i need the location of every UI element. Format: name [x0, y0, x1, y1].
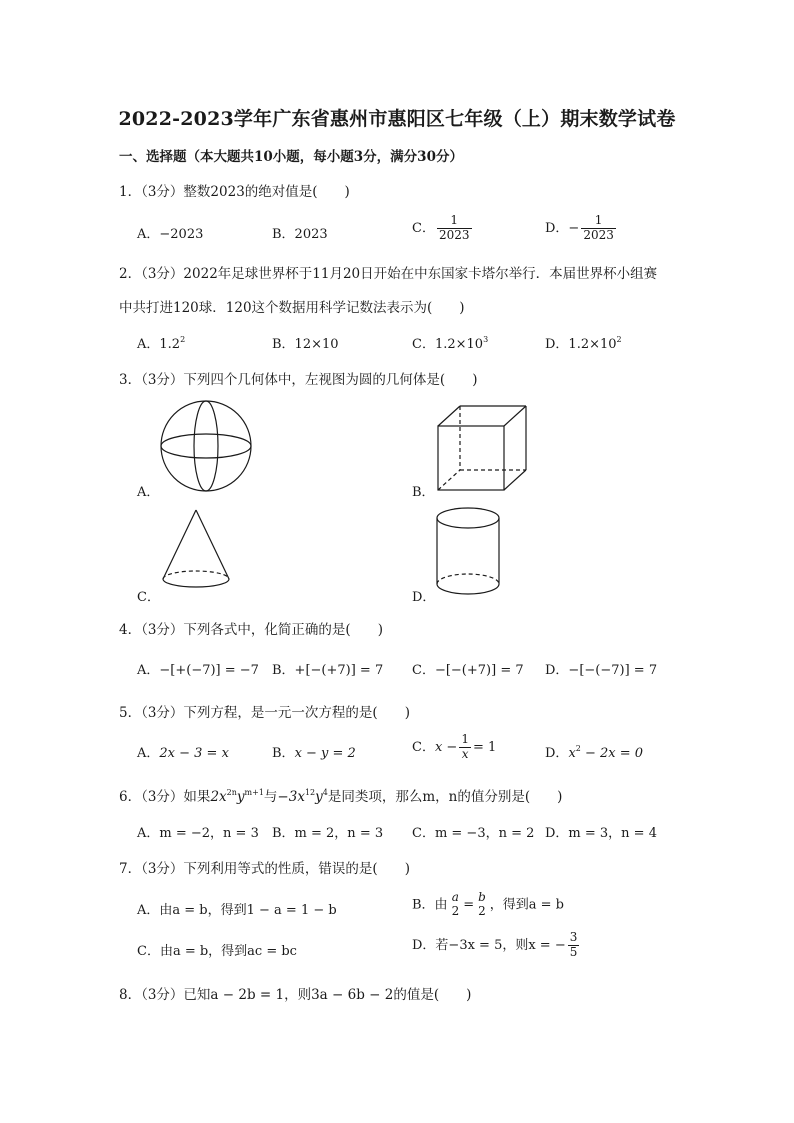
q3-option-a[interactable]: A． — [137, 485, 160, 500]
sphere-outline — [161, 401, 251, 491]
equation: 2x − 3 = x — [159, 746, 229, 761]
cube-edge — [504, 470, 526, 490]
option-text: D．1.2×10 — [545, 337, 617, 352]
term-1-base: 2x — [210, 789, 227, 805]
q2-option-b[interactable]: B．12×10 — [272, 337, 339, 352]
denominator: x — [461, 746, 469, 761]
fraction — [476, 891, 488, 919]
term-2-var: y — [315, 789, 323, 805]
stem-mid: 与 — [263, 789, 278, 805]
stem-prefix: 6．（3分）如果 — [119, 789, 211, 805]
cone-base-front — [163, 579, 229, 587]
q7-option-d[interactable] — [412, 931, 581, 960]
q5-option-d[interactable] — [545, 742, 643, 761]
option-text: A．1.2 — [137, 337, 181, 352]
option-label: C． — [412, 739, 435, 755]
exponent: 2 — [575, 744, 581, 753]
variable: x — [568, 746, 576, 761]
exponent: 3 — [483, 335, 489, 344]
q3-option-c[interactable]: C． — [137, 590, 160, 605]
cone-side — [163, 510, 196, 579]
numerator: b — [478, 890, 486, 904]
denominator: 2 — [451, 903, 460, 918]
q1-option-d[interactable] — [545, 214, 618, 243]
numerator: a — [451, 890, 459, 904]
q6-option-b[interactable]: B．m = 2，n = 3 — [272, 826, 384, 841]
question-6-stem — [119, 785, 562, 805]
cube-edge — [438, 406, 460, 426]
denominator: 5 — [569, 944, 578, 959]
term-1-exp-y: m+1 — [244, 788, 264, 797]
sphere-equator — [161, 434, 251, 458]
q6-option-c[interactable]: C．m = −3，n = 2 — [412, 826, 535, 841]
cube-front-face — [438, 426, 504, 490]
numerator: 1 — [581, 214, 616, 229]
question-2-stem-line1: 2．（3分）2022年足球世界杯于11月20日开始在中东国家卡塔尔举行．本届世界杯小组赛 — [119, 266, 658, 282]
q1-option-a[interactable]: A．−2023 — [137, 227, 204, 242]
page-title: 2022-2023学年广东省惠州市惠阳区七年级（上）期末数学试卷 — [118, 108, 676, 130]
section-heading: 一、选择题（本大题共10小题，每小题3分，满分30分） — [119, 149, 463, 165]
term-2-exp-x: 12 — [304, 788, 316, 797]
q7-option-c[interactable]: C．由a = b，得到ac = bc — [137, 944, 297, 959]
sphere-figure — [158, 400, 258, 496]
cube-hidden-edge — [438, 470, 460, 490]
stem-suffix: 是同类项，那么m，n的值分别是( ) — [327, 789, 563, 805]
q7-option-b[interactable] — [412, 891, 564, 919]
q3-option-d[interactable]: D． — [412, 590, 436, 605]
q4-option-a[interactable]: A．−[+(−7)] = −7 — [137, 663, 259, 678]
q1-option-b[interactable]: B．2023 — [272, 227, 328, 242]
q4-option-c[interactable]: C．−[−(+7)] = 7 — [412, 663, 524, 678]
cylinder-top — [437, 508, 499, 528]
denominator: 2023 — [583, 227, 614, 242]
q4-option-d[interactable]: D．−[−(−7)] = 7 — [545, 663, 658, 678]
numerator: 3 — [569, 930, 578, 944]
equation-right: = 1 — [472, 739, 497, 755]
denominator: 2023 — [438, 227, 470, 242]
question-1-stem: 1．（3分）整数2023的绝对值是( ) — [119, 184, 350, 200]
option-label: D．− — [545, 220, 580, 236]
numerator: 1 — [437, 214, 472, 229]
question-5-stem: 5．（3分）下列方程，是一元一次方程的是( ) — [119, 705, 410, 721]
exponent: 2 — [616, 335, 622, 344]
equals-sign: = — [463, 897, 475, 913]
fraction — [568, 931, 580, 960]
exponent: 2 — [180, 335, 186, 344]
q6-option-d[interactable]: D．m = 3，n = 4 — [545, 826, 657, 841]
question-3-stem: 3．（3分）下列四个几何体中，左视图为圆的几何体是( ) — [119, 372, 478, 388]
option-label: D． — [545, 746, 569, 761]
cube-edge — [504, 406, 526, 426]
cylinder-figure — [432, 504, 508, 600]
cone-base-back — [163, 571, 229, 579]
equation: x − y = 2 — [294, 746, 356, 761]
fraction — [450, 891, 462, 919]
fraction — [437, 214, 472, 243]
q4-option-b[interactable]: B．+[−(+7)] = 7 — [272, 663, 384, 678]
question-8-stem: 8．（3分）已知a − 2b = 1，则3a − 6b − 2的值是( ) — [119, 987, 472, 1003]
denominator: 2 — [478, 903, 486, 918]
q2-option-a[interactable] — [137, 333, 185, 352]
cylinder-base-back — [437, 574, 499, 584]
fraction — [459, 733, 471, 762]
question-4-stem: 4．（3分）下列各式中，化简正确的是( ) — [119, 622, 383, 638]
option-prefix: D．若−3x = 5，则x = − — [412, 937, 566, 953]
term-2-base: −3x — [277, 789, 305, 805]
cylinder-base-front — [437, 584, 499, 594]
question-7-stem: 7．（3分）下列利用等式的性质，错误的是( ) — [119, 861, 410, 877]
q5-option-b[interactable] — [272, 742, 356, 761]
option-label: B． — [272, 746, 295, 761]
cube-figure — [432, 400, 532, 496]
numerator: 1 — [461, 732, 469, 746]
equation-left: x − — [434, 739, 458, 755]
q7-option-a[interactable]: A．由a = b，得到1 − a = 1 − b — [137, 903, 337, 918]
term-1-var: y — [236, 789, 245, 805]
term-2-exp-y: 4 — [322, 788, 328, 797]
q2-option-d[interactable] — [545, 333, 622, 352]
option-text: C．1.2×10 — [412, 337, 484, 352]
q5-option-c[interactable] — [412, 733, 496, 762]
option-label: C． — [412, 220, 435, 236]
term-1-exp-x: 2n — [226, 788, 237, 797]
q1-option-c[interactable] — [412, 214, 474, 243]
q6-option-a[interactable]: A．m = −2，n = 3 — [137, 826, 259, 841]
sphere-meridian — [194, 401, 218, 491]
cone-side — [196, 510, 229, 579]
cone-figure — [158, 506, 238, 596]
question-2-stem-line2: 中共打进120球．120这个数据用科学记数法表示为( ) — [119, 300, 465, 316]
fraction — [581, 214, 616, 243]
option-label: A． — [137, 746, 160, 761]
option-prefix: B．由 — [412, 897, 448, 913]
option-suffix: ，得到a = b — [489, 897, 564, 913]
q3-option-b[interactable]: B． — [412, 485, 435, 500]
q2-option-c[interactable] — [412, 333, 488, 352]
equation-rest: − 2x = 0 — [580, 746, 644, 761]
q5-option-a[interactable] — [137, 742, 229, 761]
